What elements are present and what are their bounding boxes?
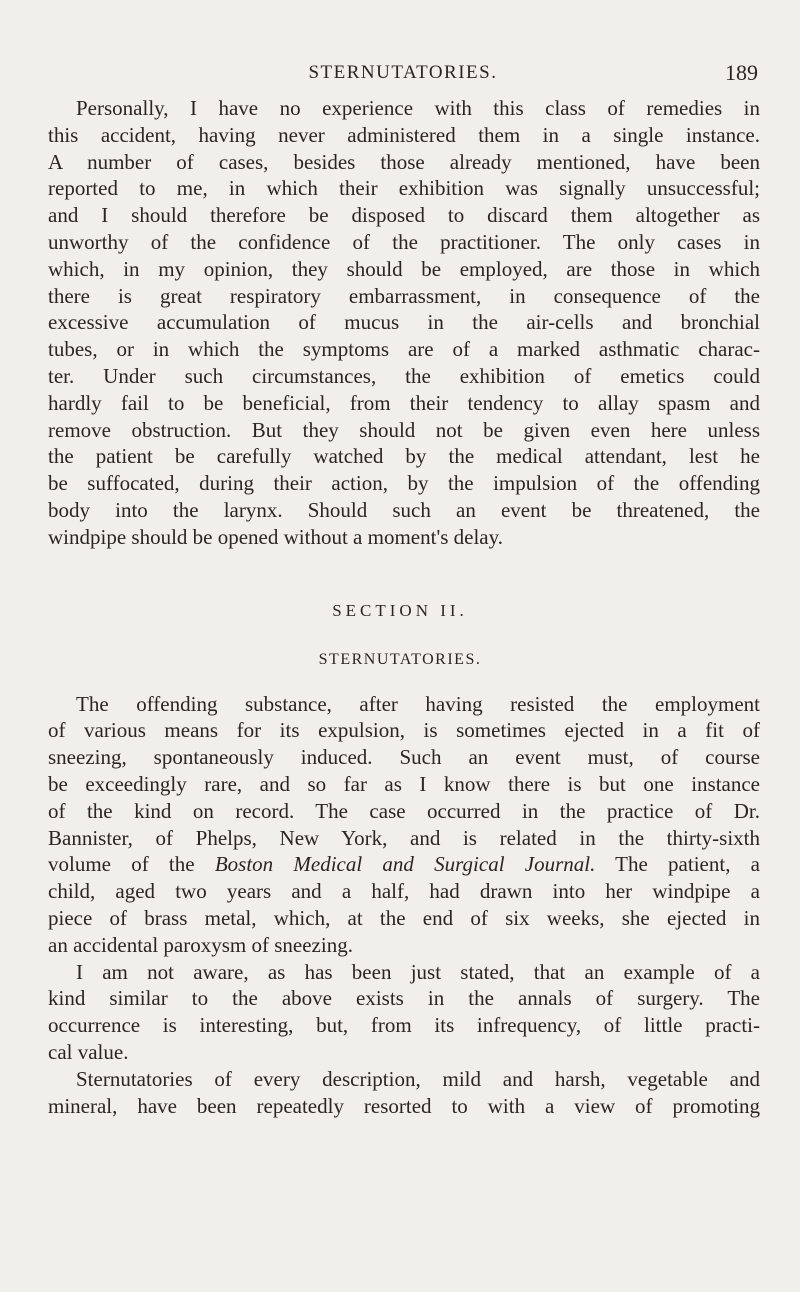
text-line: ter. Under such circumstances, the exhibition of emetics could	[48, 363, 760, 388]
text-line: cal value.	[48, 1039, 129, 1064]
text-line: the patient be carefully watched by the medical attendant, lest he	[48, 444, 760, 469]
text-line: hardly fail to be beneficial, from their tendency to allay spasm and	[48, 390, 760, 415]
text-line: be suffocated, during their action, by the impulsion of the offending	[48, 471, 760, 496]
text-fragment: volume of the	[48, 852, 215, 877]
text-line: kind similar to the above exists in the annals of surgery. The	[48, 986, 760, 1011]
text-line: Sternutatories of every description, mild and harsh, vegetable and	[76, 1066, 760, 1091]
text-line: and I should therefore be disposed to discard them altogether as	[48, 203, 760, 228]
text-line: of the kind on record. The case occurred in the practice of Dr.	[48, 798, 760, 823]
section-subheading: STERNUTATORIES.	[318, 650, 482, 668]
running-head	[48, 58, 758, 88]
text-line: The offending substance, after having resisted the employment	[76, 691, 760, 716]
text-line: be exceedingly rare, and so far as I know there is but one instance	[48, 771, 760, 796]
text-fragment: The patient, a	[595, 852, 760, 877]
text-line	[48, 851, 760, 878]
page-number: 189	[725, 60, 758, 85]
paragraph-annals	[48, 959, 760, 1066]
text-line: unworthy of the confidence of the practitioner. The only cases in	[48, 229, 760, 254]
text-line: sneezing, spontaneously induced. Such an event must, of course	[48, 745, 760, 770]
text-line: there is great respiratory embarrassment, in consequence of the	[48, 283, 760, 308]
text-line: occurrence is interesting, but, from its infrequency, of little practi-	[48, 1013, 760, 1038]
text-line: excessive accumulation of mucus in the air-cells and bronchial	[48, 310, 760, 335]
paragraph-emetics	[48, 95, 760, 551]
text-line: remove obstruction. But they should not be given even here unless	[48, 417, 760, 442]
paragraph-sternutatories	[48, 1066, 760, 1120]
text-line: Personally, I have no experience with this class of remedies in	[76, 96, 760, 120]
text-line: reported to me, in which their exhibition was signally unsuccessful;	[48, 176, 760, 201]
text-line: A number of cases, besides those already mentioned, have been	[48, 149, 760, 174]
text-line: mineral, have been repeatedly resorted to with a view of promoting	[48, 1093, 760, 1118]
text-line: piece of brass metal, which, at the end of six weeks, she ejected in	[48, 905, 760, 930]
text-line: Bannister, of Phelps, New York, and is related in the thirty-sixth	[48, 825, 760, 850]
text-line: child, aged two years and a half, had drawn into her windpipe a	[48, 879, 760, 904]
text-line: body into the larynx. Should such an event be threatened, the	[48, 497, 760, 522]
text-line: which, in my opinion, they should be employed, are those in which	[48, 256, 760, 281]
text-line: of various means for its expulsion, is sometimes ejected in a fit of	[48, 718, 760, 743]
text-line: tubes, or in which the symptoms are of a marked asthmatic charac-	[48, 337, 760, 362]
running-title: STERNUTATORIES.	[308, 62, 498, 83]
journal-title: Boston Medical and Surgical Journal.	[214, 852, 596, 877]
text-line: this accident, having never administered them in a single instance.	[48, 122, 760, 147]
text-line: I am not aware, as has been just stated, that an example of a	[76, 959, 760, 984]
text-line: windpipe should be opened without a moment's delay.	[48, 524, 504, 549]
section-heading: SECTION II.	[332, 600, 468, 620]
paragraph-sneezing-case	[48, 691, 760, 959]
text-line: an accidental paroxysm of sneezing.	[48, 932, 353, 957]
